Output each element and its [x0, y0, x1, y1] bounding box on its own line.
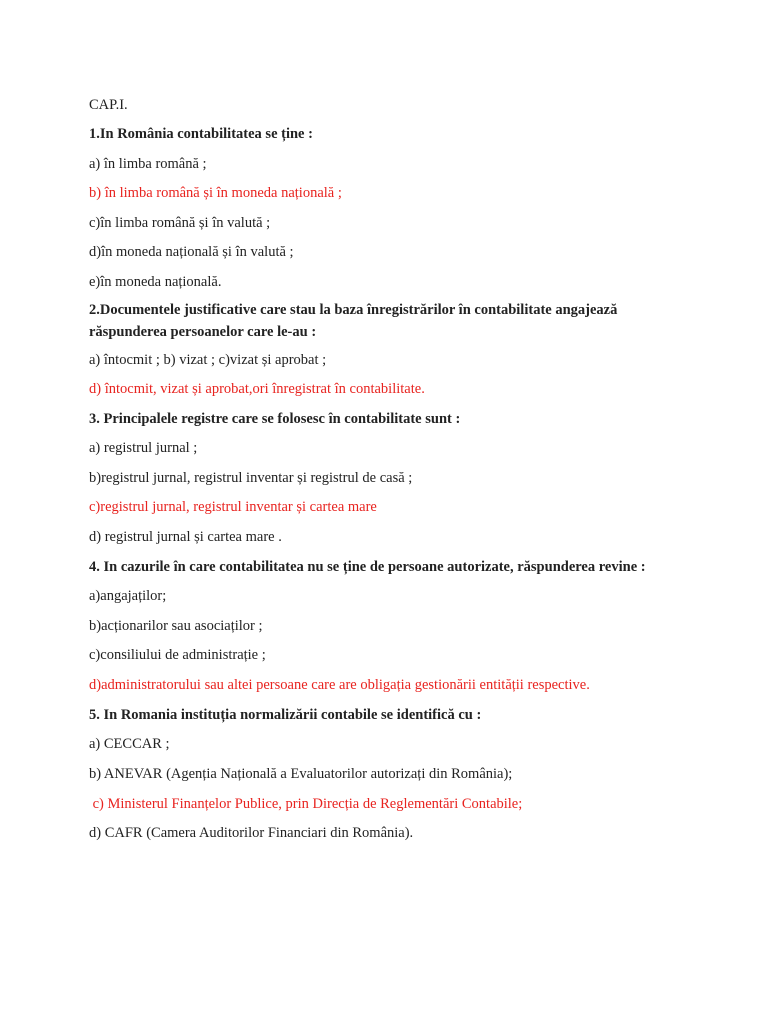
question-5-option-d: d) CAFR (Camera Auditorilor Financiari din România). [89, 825, 414, 841]
question-4-option-c: c)consiliului de administrație ; [89, 647, 266, 663]
question-5-option-a: a) CECCAR ; [89, 736, 170, 752]
question-4-option-a: a)angajaților; [89, 588, 167, 604]
question-4-title: 4. In cazurile în care contabilitatea nu se ține de persoane autorizate, răspunderea revine : [89, 559, 646, 575]
question-2-option-abc: a) întocmit ; b) vizat ; c)vizat și aprobat ; [89, 352, 327, 368]
chapter-heading: CAP.I. [89, 97, 128, 113]
question-4-option-d-correct: d)administratorului sau altei persoane care are obligația gestionării entității respective. [89, 677, 590, 693]
question-1-option-c: c)în limba română și în valută ; [89, 215, 271, 231]
question-4-option-b: b)acționarilor sau asociaților ; [89, 618, 263, 634]
question-1-option-d: d)în moneda națională și în valută ; [89, 244, 294, 260]
question-1-option-e: e)în moneda națională. [89, 274, 222, 290]
question-5-title: 5. In Romania instituția normalizării contabile se identifică cu : [89, 707, 482, 723]
question-3-title: 3. Principalele registre care se folosesc în contabilitate sunt : [89, 411, 461, 427]
question-1-title: 1.In România contabilitatea se ține : [89, 126, 313, 142]
question-5-option-b: b) ANEVAR (Agenția Națională a Evaluatorilor autorizați din România); [89, 766, 513, 782]
question-2-option-d-correct: d) întocmit, vizat și aprobat,ori înregistrat în contabilitate. [89, 381, 425, 397]
question-3-option-b: b)registrul jurnal, registrul inventar și registrul de casă ; [89, 470, 413, 486]
question-3-option-d: d) registrul jurnal și cartea mare . [89, 529, 282, 545]
question-1-option-b-correct: b) în limba română și în moneda națională ; [89, 185, 342, 201]
question-3-option-c-correct: c)registrul jurnal, registrul inventar și cartea mare [89, 499, 377, 515]
question-3-option-a: a) registrul jurnal ; [89, 440, 198, 456]
question-5-option-c-correct: c) Ministerul Finanțelor Publice, prin Direcția de Reglementări Contabile; [89, 796, 523, 812]
question-2-title: 2.Documentele justificative care stau la baza înregistrărilor în contabilitate angajează răspunderea persoanelor care le-au : [89, 302, 618, 340]
question-1-option-a: a) în limba română ; [89, 156, 207, 172]
